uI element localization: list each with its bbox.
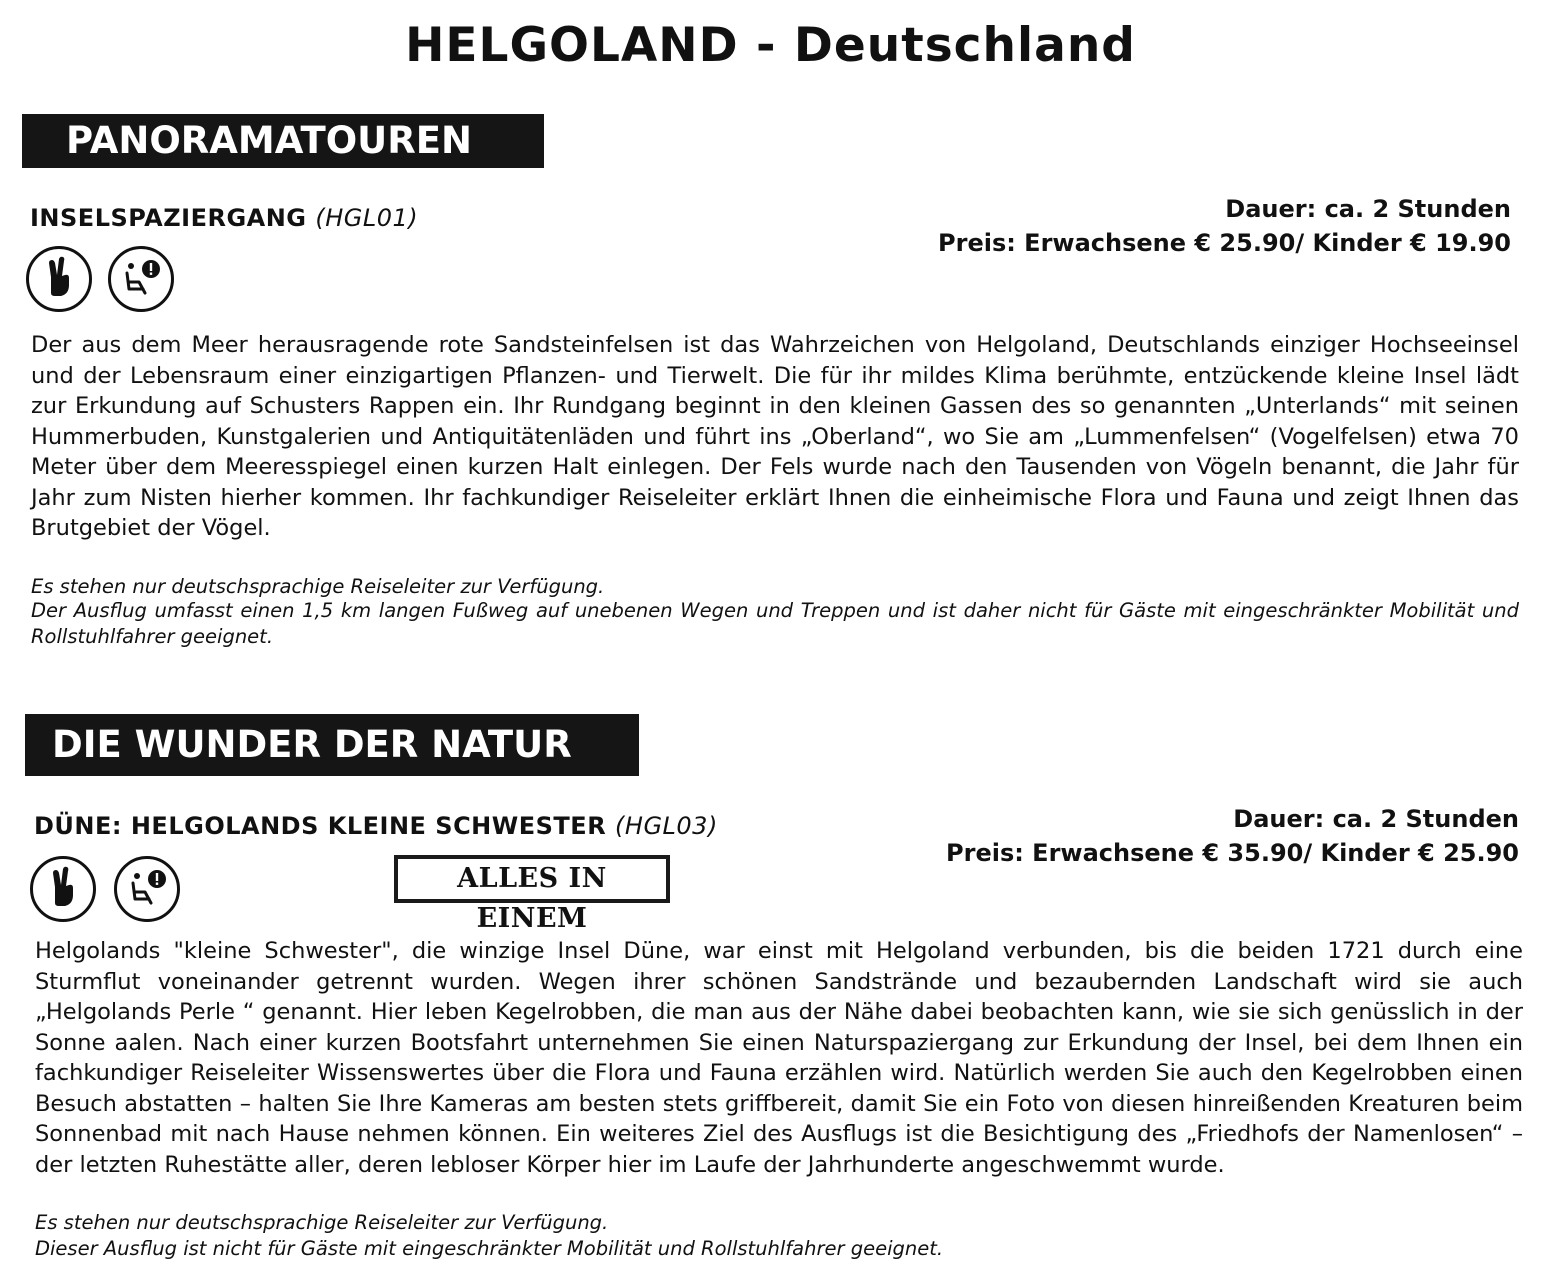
seat-info-icon — [108, 246, 174, 312]
tour-name: DÜNE: HELGOLANDS KLEINE SCHWESTER — [34, 812, 607, 840]
tour-info-inselspaziergang — [938, 192, 1511, 260]
tour-note-guides: Es stehen nur deutschsprachige Reiseleiter zur Verfügung. — [35, 1211, 609, 1234]
tour-title-duene — [34, 812, 718, 840]
tour-price: Preis: Erwachsene € 25.90/ Kinder € 19.90 — [938, 229, 1511, 257]
tour-duration: Dauer: ca. 2 Stunden — [1233, 805, 1519, 833]
tour-code: (HGL01) — [315, 204, 419, 232]
tour-code: (HGL03) — [615, 812, 718, 840]
hand-icon — [26, 246, 92, 312]
tour-description: Der aus dem Meer herausragende rote Sandsteinfelsen ist das Wahrzeichen von Helgoland, Deutschlands einziger Hochseeinsel und der Lebensraum einer einzigartigen Pflanzen- und Tierwelt. Die für ihr mildes Klima berühmte, entzückende kleine Insel lädt zur Erkundung auf Schusters Rappen ein. Ihr Rundgang beginnt in den kleinen Gassen des so genannten „Unterlands“ mit seinen Hummerbuden, Kunstgalerien und Antiquitätenläden und führt ins „Oberland“, wo Sie am „Lummenfelsen“ (Vogelfelsen) etwa 70 Meter über dem Meeresspiegel einen kurzen Halt einlegen. Der Fels wurde nach den Tausenden von Vögeln benannt, die Jahr für Jahr zum Nisten hierher kommen. Ihr fachkundiger Reiseleiter erklärt Ihnen die einheimische Flora und Fauna und zeigt Ihnen das Brutgebiet der Vögel. — [31, 332, 1519, 541]
tour-note-mobility: Der Ausflug umfasst einen 1,5 km langen Fußweg auf unebenen Wegen und Treppen und ist daher nicht für Gäste mit eingeschränkter Mobilität und Rollstuhlfahrer geeignet. — [31, 599, 1519, 648]
tour-info-duene — [946, 802, 1519, 870]
tour-duration: Dauer: ca. 2 Stunden — [1225, 195, 1511, 223]
tour-name: INSELSPAZIERGANG — [30, 204, 307, 232]
section-heading-die-wunder-der-natur: DIE WUNDER DER NATUR — [25, 714, 639, 776]
tour-description: Helgolands "kleine Schwester", die winzige Insel Düne, war einst mit Helgoland verbunden, bis die beiden 1721 durch eine Sturmflut voneinander getrennt wurden. Wegen ihrer schönen Sandstrände und bezaubernden Landschaft wird sie auch „Helgolands Perle “ genannt. Hier leben Kegelrobben, die man aus der Nähe dabei beobachten kann, wie sie sich genüsslich in der Sonne aalen. Nach einer kurzen Bootsfahrt unternehmen Sie einen Naturspaziergang zur Erkundung der Insel, bei dem Ihnen ein fachkundiger Reiseleiter Wissenswertes über die Flora und Fauna erzählen wird. Natürlich werden Sie auch den Kegelrobben einen Besuch abstatten – halten Sie Ihre Kameras am besten stets griffbereit, damit Sie ein Foto von diesen hinreißenden Kreaturen beim Sonnenbad mit nach Hause nehmen können. Ein weiteres Ziel des Ausflugs ist die Besichtigung des „Friedhofs der Namenlosen“ – der letzten Ruhestätte aller, deren lebloser Körper hier im Laufe der Jahrhunderte angeschwemmt wurde. — [35, 938, 1523, 1178]
alles-in-einem-stamp: ALLES IN EINEM — [394, 855, 670, 903]
hand-icon — [30, 856, 96, 922]
tour-note-mobility: Dieser Ausflug ist nicht für Gäste mit eingeschränkter Mobilität und Rollstuhlfahrer geeignet. — [35, 1237, 944, 1260]
tour-price: Preis: Erwachsene € 35.90/ Kinder € 25.90 — [946, 839, 1519, 867]
section-heading-panoramatouren: PANORAMATOUREN — [22, 114, 544, 168]
seat-info-icon — [114, 856, 180, 922]
tour-title-inselspaziergang — [30, 204, 418, 232]
page-title: HELGOLAND - Deutschland — [405, 18, 1136, 73]
tour-note-guides: Es stehen nur deutschsprachige Reiseleiter zur Verfügung. — [31, 575, 605, 598]
